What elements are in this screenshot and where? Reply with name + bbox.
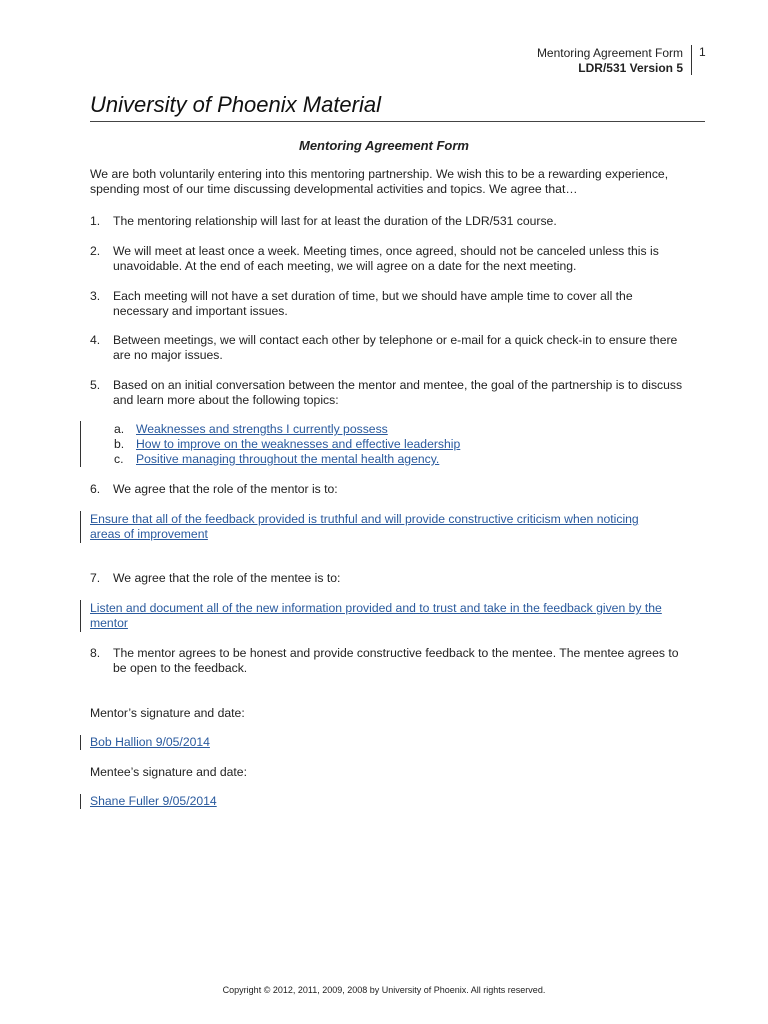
list-item [90, 646, 690, 676]
item-number: 8. [90, 646, 101, 660]
mentor-signature-link[interactable]: Bob Hallion 9/05/2014 [90, 735, 210, 749]
mentee-signature-label: Mentee’s signature and date: [90, 765, 247, 779]
item-number: 5. [90, 378, 101, 392]
topic-letter: a. [114, 422, 125, 436]
header [537, 46, 683, 76]
item-number: 4. [90, 333, 101, 347]
list-item [90, 571, 690, 586]
item-number: 3. [90, 289, 101, 303]
item-text: The mentor agrees to be honest and provide constructive feedback to the mentee. The mentee agrees to be open to the feedback. [113, 646, 679, 675]
document-title: University of Phoenix Material [90, 92, 382, 117]
list-item [90, 482, 690, 497]
item-text: We agree that the role of the mentee is to: [113, 571, 341, 585]
topic-link[interactable]: Positive managing throughout the mental health agency. [136, 452, 440, 466]
mentor-signature-label: Mentor’s signature and date: [90, 706, 245, 720]
topic-letter: b. [114, 437, 125, 451]
mentee-signature [90, 794, 690, 809]
list-item [90, 214, 690, 229]
item-number: 7. [90, 571, 101, 585]
list-item [90, 333, 690, 363]
header-form-name: Mentoring Agreement Form [536, 46, 683, 60]
item-text: Between meetings, we will contact each other by telephone or e-mail for a quick check-in to ensure there are no major issues. [113, 333, 678, 362]
mentor-signature [90, 735, 690, 750]
item-text: Each meeting will not have a set duration of time, but we should have ample time to cover all the necessary and important issues. [113, 289, 633, 318]
item-number: 1. [90, 214, 101, 228]
mentee-signature-link[interactable]: Shane Fuller 9/05/2014 [90, 794, 217, 808]
item-number: 6. [90, 482, 101, 496]
item-text: We will meet at least once a week. Meeting times, once agreed, should not be canceled unless this is unavoidable. At the end of each meeting, we will agree on a date for the next meeting. [113, 244, 659, 273]
item-text: The mentoring relationship will last for at least the duration of the LDR/531 course. [113, 214, 557, 228]
change-bar [80, 421, 81, 467]
item-text: We agree that the role of the mentor is to: [113, 482, 338, 496]
topic-link[interactable]: How to improve on the weaknesses and effective leadership [136, 437, 461, 451]
item-text: Based on an initial conversation between the mentor and mentee, the goal of the partnership is to discuss and learn more about the following topics: [113, 378, 683, 407]
list-item [90, 289, 690, 319]
change-bar [80, 511, 81, 543]
page-number: 1 [691, 45, 706, 75]
item-number: 2. [90, 244, 101, 258]
change-bar [80, 600, 81, 632]
mentee-role-text[interactable]: Listen and document all of the new information provided and to trust and take in the feedback given by the mentor [90, 601, 662, 630]
change-bar [80, 735, 81, 750]
form-title: Mentoring Agreement Form [299, 138, 469, 153]
list-item [90, 244, 690, 274]
header-course-version: LDR/531 Version 5 [578, 61, 683, 75]
topic-item [114, 422, 388, 437]
topic-item [114, 437, 460, 452]
topic-item [114, 452, 439, 467]
topic-link[interactable]: Weaknesses and strengths I currently possess [136, 422, 388, 436]
list-item [90, 378, 690, 408]
copyright-footer: Copyright © 2012, 2011, 2009, 2008 by University of Phoenix. All rights reserved. [222, 985, 546, 995]
mentor-role-text[interactable]: Ensure that all of the feedback provided is truthful and will provide constructive criticism when noticing areas of improvement [90, 512, 639, 541]
title-rule [90, 121, 705, 122]
topic-letter: c. [114, 452, 124, 466]
intro-paragraph: We are both voluntarily entering into this mentoring partnership. We wish this to be a rewarding experience, spending most of our time discussing developmental activities and topics. We agree that… [90, 167, 669, 196]
change-bar [80, 794, 81, 809]
